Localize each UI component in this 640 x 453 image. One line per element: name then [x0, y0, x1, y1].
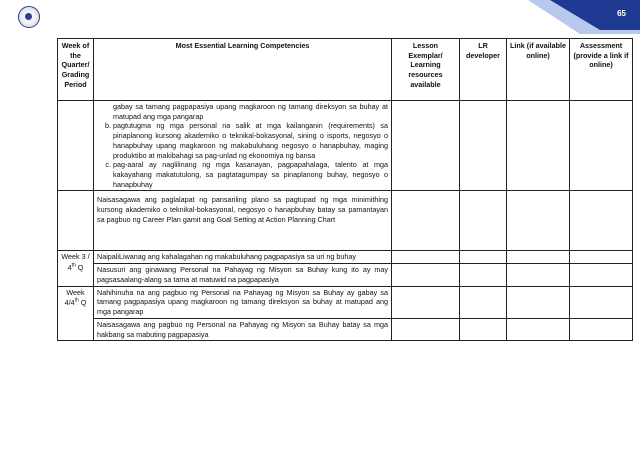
- table-row: [58, 251, 633, 264]
- table-row: [58, 264, 633, 286]
- quarter-label: 4/4th Q: [64, 297, 87, 307]
- table-header-row: [58, 39, 633, 101]
- table-row: [58, 191, 633, 251]
- competency-text: Nasusuri ang ginawang Personal na Pahayag ng Misyon sa Buhay kung ito ay may pagsasaalang-alang sa tama at matuwid na pagpapasiya: [94, 264, 392, 286]
- table-row: [58, 101, 633, 191]
- table-row: [58, 286, 633, 318]
- deped-seal-logo: [18, 6, 40, 28]
- header-link: Link (if available online): [507, 39, 570, 101]
- week-cell: [58, 101, 94, 191]
- competency-text: NaipaliLiwanag ang kahalagahan ng makabuluhang pagpapasiya sa uri ng buhay: [94, 251, 392, 264]
- list-item: c. pag-aaral ay naglilinang ng mga kasanayan, pagpapahalaga, talento at mga kakayahang makatutulong, sa pagtatagumpay sa pinaplanong buhay, negosyo o hanapbuhay: [113, 160, 388, 189]
- week-cell: [58, 286, 94, 341]
- week-cell: [58, 191, 94, 251]
- competency-text: gabay sa tamang pagpapasiya upang magkaroon ng tamang direksyon sa buhay at matupad ang mga pangarap: [113, 102, 388, 121]
- competency-text: Naisasagawa ang paglalapat ng pansariling plano sa pagtupad ng mga minimithing kursong akademiko o teknikal-bokasyonal, negosyo o hanapbuhay batay sa pamantayan sa pagbuo ng Career Plan gamit ang Goal Setting at Action Planning Chart: [94, 191, 392, 251]
- page-number: 65: [617, 9, 626, 18]
- competency-text: Nahihinuha na ang pagbuo ng Personal na Pahayag ng Misyon sa Buhay ay gabay sa tamang pagpapasiya upang magkaroon ng tamang direksyon sa buhay at matupad ang mga pangarap: [94, 286, 392, 318]
- competency-text: Naisasagawa ang pagbuo ng Personal na Pahayag ng Misyon sa Buhay batay sa mga hakbang sa mabuting pagpapasiya: [94, 318, 392, 340]
- header-lr-developer: LR developer: [460, 39, 507, 101]
- header-melc: Most Essential Learning Competencies: [94, 39, 392, 101]
- week-label: Week: [66, 287, 85, 297]
- competency-list: [97, 121, 388, 189]
- quarter-label: 4th Q: [67, 262, 84, 272]
- header-week: Week of the Quarter/ Grading Period: [58, 39, 94, 101]
- week-cell: [58, 251, 94, 286]
- week-label: Week 3 /: [61, 252, 90, 262]
- table-row: [58, 318, 633, 340]
- header-assessment: Assessment (provide a link if online): [570, 39, 633, 101]
- header-exemplar: Lesson Exemplar/ Learning resources available: [392, 39, 460, 101]
- melc-table: [57, 38, 633, 341]
- competency-cell: [94, 101, 392, 191]
- list-item: b. pagtutugma ng mga personal na salik at mga kailanganin (requirements) sa pinaplanong kursong akademiko o teknikal-bokasyonal, sining o isports, negosyo o hanapbuhay upang magkaroon ng makabuluhang negosyo o hanapbuhay, maging produktibo at makibahagi sa pag-unlad ng ekonomiya ng bansa: [113, 121, 388, 160]
